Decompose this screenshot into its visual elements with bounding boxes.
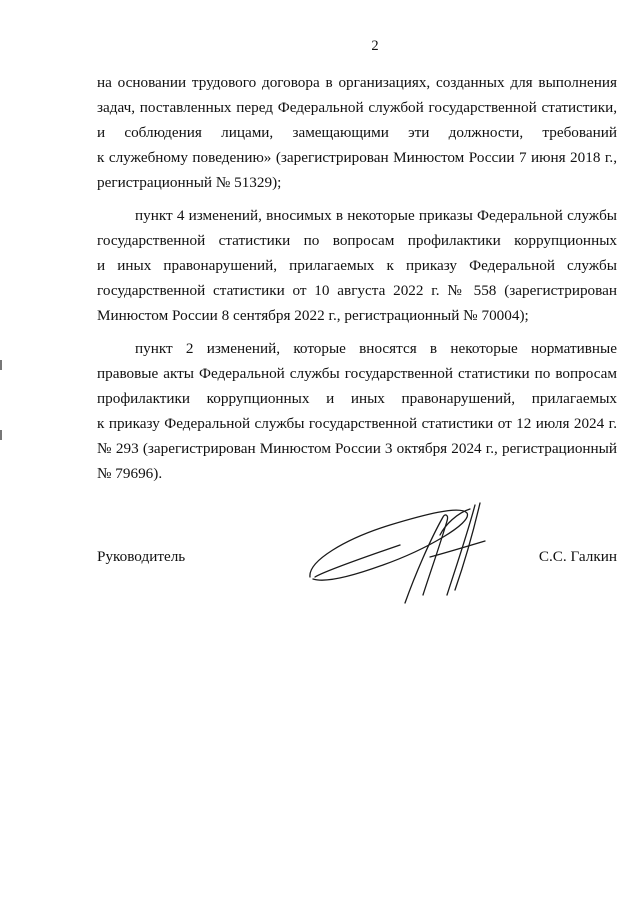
text-line: на основании трудового договора в организациях, созданных для выполнения <box>97 74 617 91</box>
paragraph-item-2 <box>97 336 617 486</box>
signer-name: С.С. Галкин <box>538 548 617 565</box>
signer-position: Руководитель <box>97 548 186 565</box>
text-line: и иных правонарушений, прилагаемых к приказу Федеральной службы <box>97 257 617 274</box>
page-number: 2 <box>371 38 379 54</box>
text-line: правовые акты Федеральной службы государственной статистики по вопросам <box>97 365 617 382</box>
text-line: и соблюдения лицами, замещающими эти должности, требований <box>97 124 617 141</box>
scan-margin-mark <box>0 360 2 370</box>
paragraph-item-4 <box>97 203 617 328</box>
text-line: государственной статистики от 10 августа 2022 г. № 558 (зарегистрирован <box>97 282 617 299</box>
text-line: к приказу Федеральной службы государственной статистики от 12 июля 2024 г. <box>97 415 617 432</box>
document-body <box>97 70 617 486</box>
scan-margin-mark <box>0 430 2 440</box>
text-line: пункт 4 изменений, вносимых в некоторые приказы Федеральной службы <box>135 207 617 224</box>
text-line: пункт 2 изменений, которые вносятся в некоторые нормативные <box>135 340 617 357</box>
handwritten-signature <box>305 495 505 605</box>
paragraph-continuation <box>97 70 617 195</box>
text-line: к служебному поведению» (зарегистрирован Минюстом России 7 июня 2018 г., <box>97 149 617 166</box>
text-line: профилактики коррупционных и иных правонарушений, прилагаемых <box>97 390 617 407</box>
text-line: № 79696). <box>97 465 163 482</box>
text-line: Минюстом России 8 сентября 2022 г., регистрационный № 70004); <box>97 307 529 324</box>
text-line: регистрационный № 51329); <box>97 174 282 191</box>
text-line: задач, поставленных перед Федеральной службой государственной статистики, <box>97 99 617 116</box>
text-line: № 293 (зарегистрирован Минюстом России 3 октября 2024 г., регистрационный <box>97 440 617 457</box>
text-line: государственной статистики по вопросам профилактики коррупционных <box>97 232 617 249</box>
